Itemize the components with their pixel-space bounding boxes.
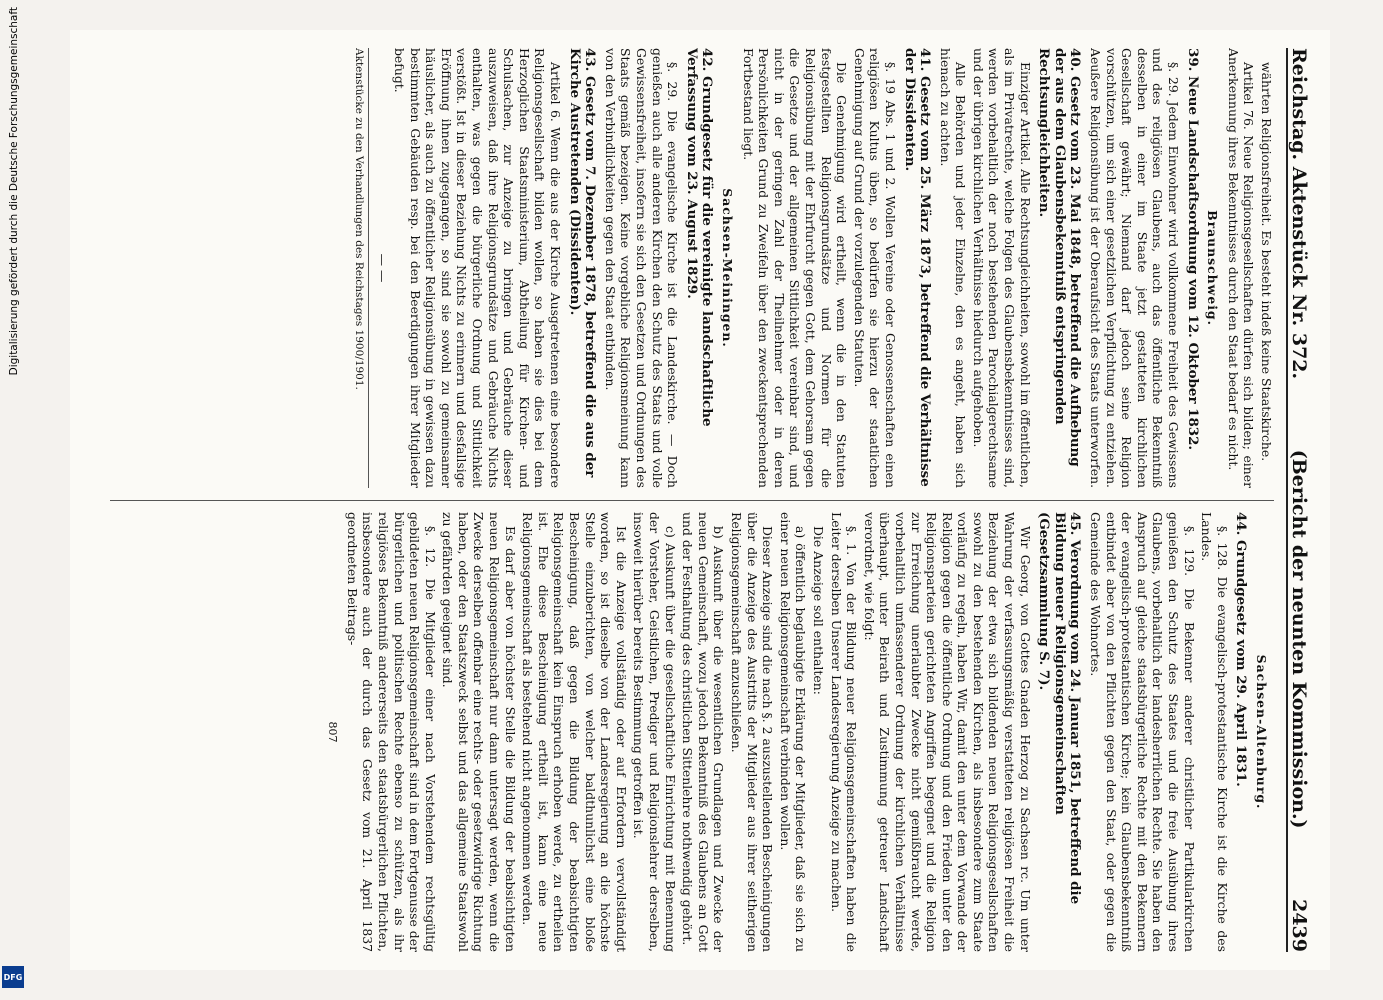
paragraph: Artikel 76. Neue Religionsgesellschaften dürfen sich bilden; einer Anerkennung ihres Bekenntnisses durch den Staat bedarf es nicht. [1225, 48, 1257, 488]
section-heading: 44. Grundgesetz vom 29. April 1831. [1233, 512, 1250, 787]
paragraph: währten Religionsfreiheit. Es besteht indeß keine Staatskirche. [1259, 62, 1274, 462]
paragraph: Ist die Anzeige vollständig oder auf Erfordern vervollständigt worden, so ist dieselbe von der Landesregierung an die höchste Stelle einzuberichten, von welcher baldthunlichst eine bloße Bescheinigung, daß gegen die Bildung der beabsichtigten Religionsgemeinschaft kein Einspruch erhoben werde, zu ertheilen ist. Ehe diese Bescheinigung ertheilt ist, kann eine neue Religionsgemeinschaft als bestehend nicht angenommen werden. [520, 512, 629, 952]
right-column [110, 512, 1274, 952]
paragraph: Einziger Artikel. Alle Rechtsungleichheiten, sowohl im öffentlichen, als im Privatrechte, welche Folgen des Glaubensbekenntnisses sind, werden vorbehaltlich der noch bestehenden Parochialgerechtsame und der übrigen kirchlichen Verhältnisse hiedurch aufgehoben. [970, 48, 1033, 488]
paragraph: c) Auskunft über die gesellschaftliche Einrichtung mit Benennung der Vorsteher, Geistlichen, Prediger und Religionslehrer derselben, insoweit hierüber bereits Bestimmung getroffen ist. [631, 512, 678, 952]
paragraph: Alle Behörden und jeder Einzelne, den es angeht, haben sich hienach zu achten. [937, 48, 969, 488]
paragraph: Dieser Anzeige sind die nach §. 2 auszustellenden Bescheinigungen über die Anzeige des Austritts der Mitglieder aus ihrer seitherigen Religionsgemeinschaft anzuschließen. [729, 512, 776, 952]
paragraph: §. 1. Von der Bildung neuer Religionsgemeinschaften haben die Leiter derselben Unserer Landesregierung Anzeige zu machen. [828, 512, 860, 952]
paragraph: §. 128. Die evangelisch-protestantische Kirche ist die Kirche des Landes. [1199, 512, 1230, 952]
section-heading: 40. Gesetz vom 23. Mai 1848, betreffend die Aufhebung der aus dem Glaubensbekenntniß entspringenden Rechtsungleichheiten. [1036, 48, 1084, 467]
page-header [1286, 48, 1316, 952]
state-heading: Braunschweig. [1205, 210, 1221, 326]
state-heading: Sachsen-Meiningen. [720, 188, 735, 348]
paragraph: Die Genehmigung wird ertheilt, wenn die in den Statuten festgestellten Religionsgrundsätze und Normen für die Religionsübung mit der Ehrfurcht gegen Gott, dem Gehorsam gegen die Gesetze und der allgemeinen Sittlichkeit vereinbar sind, und nicht in der geringen Zahl der Theilnehmer oder in deren Persönlichkeiten Grund zu Zweifeln über den zweckentsprechenden Fortbestand liegt. [740, 48, 850, 488]
paragraph: §. 29. Jedem Einwohner wird vollkommene Freiheit des Gewissens und des religiösen Glaubens, auch das öffentliche Bekenntniß desselben in einer im Staate jetzt gestatteten kirchlichen Gesellschaft gewährt; Niemand darf jedoch seine Religion vorschützen, um sich einer gesetzlichen Verpflichtung zu entziehen. Aeußere Religionsübung ist der Oberaufsicht des Staats unterworfen. [1088, 48, 1182, 488]
page-content [70, 30, 1330, 970]
paragraph: §. 129. Die Bekenner anderer christlicher Partikularkirchen genießen den Schutz des Staates und die freie Ausübung ihres Glaubens, vorbehaltlich der landesherrlichen Rechte. Sie haben den Anspruch auf gleiche staatsbürgerliche Rechte mit den Bekennern der evangelisch-protestantischen Kirche; kein Glaubensbekenntniß entbindet aber von den Pflichten gegen den Staat, oder gegen die Gemeinde des Wohnortes. [1088, 512, 1197, 952]
header-center: (Bericht der neunten Kommission.) [1288, 449, 1310, 829]
paragraph: §. 12. Die Mitglieder einer nach Vorstehendem rechtsgültig gebildeten neuen Religionsgemeinschaft sind in dem Fortgenusse der bürgerlichen und politischen Rechte ebenso zu schützen, als ihr religiöses Bekenntniß andererseits den staatsbürgerlichen Pflichten, insbesondere auch der durch das Gesetz vom 21. April 1837 geordneten Beitrags- [344, 512, 438, 952]
section-heading: 43. Gesetz vom 7. Dezember 1878, betreffend die aus der Kirche Austretenden (Dissidenten). [566, 48, 599, 478]
header-left: Reichstag. Aktenstück Nr. 372. [1288, 48, 1310, 380]
section-heading: 42. Grundgesetz für die vereinigte landschaftliche Verfassung vom 23. August 1829. [683, 48, 716, 427]
page-number: 2439 [1288, 899, 1310, 952]
document-page [70, 30, 1330, 970]
paragraph: §. 19 Abs. 1 und 2. Wollen Vereine oder Genossenschaften einen religiösen Kultus üben, so bedürfen sie hierzu der staatlichen Genehmigung auf Grund der vorzulegenden Statuten. [851, 48, 898, 488]
section-heading: 41. Gesetz vom 25. März 1873, betreffend die Verhältnisse der Dissidenten. [901, 48, 934, 487]
footnote: Aktenstücke zu den Verhandlungen des Reichstages 1900/1901. [350, 48, 369, 488]
separator: — — [374, 253, 390, 283]
sidebar [0, 0, 30, 1000]
dfg-logo: DFG [2, 966, 24, 988]
paragraph: b) Auskunft über die wesentlichen Grundlagen und Zwecke der neuen Gemeinschaft, wozu jedoch Bekenntniß des Glaubens an Gott und der Festhaltung des christlichen Sittenlehre nothwendig gehört. [680, 512, 727, 952]
paragraph: Es darf aber von höchster Stelle die Bildung der beabsichtigten neuen Religionsgemeinschaft nur dann untersagt werden, wenn die Zwecke derselben offenbar eine rechts- oder gesetzwidrige Richtung haben, oder den Staatszweck selbst und das allgemeine Staatswohl zu gefährden geeignet sind. [440, 512, 518, 952]
left-column [110, 48, 1274, 488]
digitization-note: Digitalisierung gefördert durch die Deutsche Forschungsgemeinschaft [8, 7, 20, 376]
paragraph: Artikel 6. Wenn die aus der Kirche Ausgetretenen eine besondere Religionsgesellschaft bilden wollen, so haben sie dies bei dem Herzoglichen Staatsministerium, Abtheilung für Kirchen- und Schulsachen, zur Anzeige zu bringen und Gebräuche dieser auszuweisen, daß ihre Religionsgrundsätze und Gebräuche Nichts enthalten, was gegen die bürgerliche Ordnung und Sittlichkeit verstößt. Ist in dieser Beziehung Nichts zu erinnern und desfallsige Eröffnung ihnen zugegangen, so sind sie sowohl zu gemeinsamer häuslicher, als auch zu öffentlicher Religionsübung in gewissen dazu bestimmten Gebäuden resp. bei den Beerdigungen ihrer Mitglieder befugt. [392, 48, 564, 488]
column-divider [110, 500, 1274, 501]
paragraph: §. 29. Die evangelische Kirche ist die Landeskirche. — Doch genießen auch alle anderen Kirchen den Schutz des Staats und volle Gewissensfreiheit, insofern sie sich den Gesetzen und Ordnungen des Staats gemäß bezeigen. Keine vorgebliche Religionsmeinung kann von den Verbindlichkeiten gegen den Staat entbinden. [602, 48, 681, 488]
section-heading: 39. Neue Landschaftsordnung vom 12. Oktober 1832. [1184, 48, 1201, 451]
state-heading: Sachsen-Altenburg. [1254, 654, 1269, 810]
paragraph: Die Anzeige soll enthalten: [810, 526, 826, 695]
section-heading: 45. Verordnung vom 24. Januar 1851, betreffend die Bildung neuer Religionsgemeinschaften (Gesetzsammlung S. 7). [1036, 512, 1084, 905]
paragraph: Wir Georg, von Gottes Gnaden Herzog zu Sachsen rc. Um unter Wahrung der verfassungsmäßig verstatteten religiösen Freiheit die Beziehung der etwa sich bildenden neuen Religionsgesellschaften sowohl zu den bestehenden Kirchen, als insbesondere zum Staate vorläufig zu regeln, haben Wir, damit den unter dem Vorwande der Religion gegen die öffentliche Ordnung und den Frieden unter den Religionsparteien gerichteten Angriffen begegnet und die Religion zur Erreichung unerlaubter Zwecke nicht gemißbraucht werde, vorbehaltlich umfassenderer Ordnung der kirchlichen Verhältnisse überhaupt, unter Beirath und Zustimmung getreuer Landschaft verordnet, wie folgt: [861, 512, 1033, 952]
print-number: 807 [326, 721, 340, 743]
paragraph: a) öffentlich beglaubigte Erklärung der Mitglieder, daß sie sich zu einer neuen Religionsgemeinschaft verbinden wollen. [777, 512, 809, 952]
